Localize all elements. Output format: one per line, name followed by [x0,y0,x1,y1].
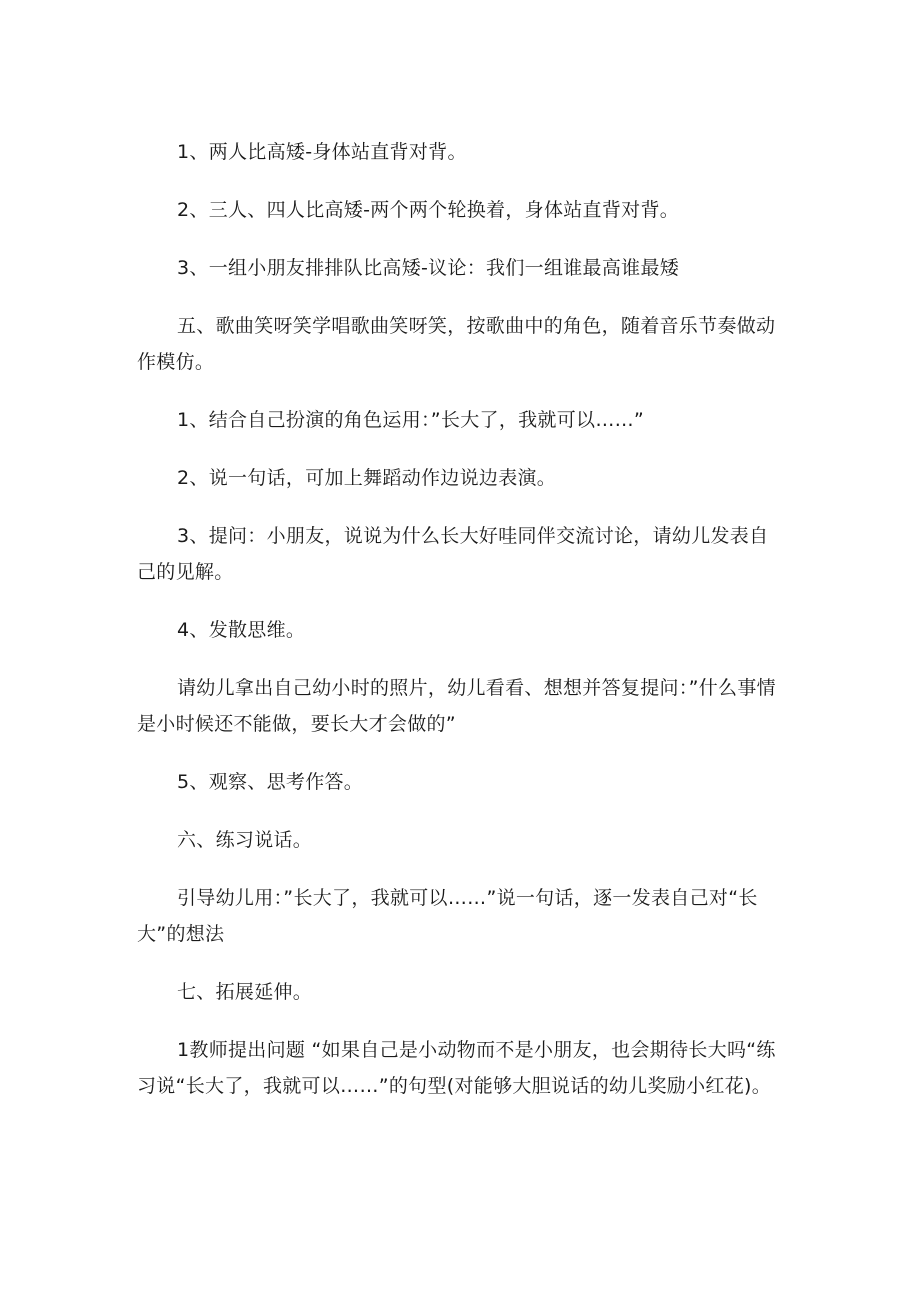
paragraph-item-3: 3、一组小朋友排排队比高矮-议论：我们一组谁最高谁最矮 [177,257,680,279]
paragraph-item-5-2: 2、说一句话，可加上舞蹈动作边说边表演。 [177,467,557,489]
paragraph-item-5-5: 5、观察、思考作答。 [177,771,364,793]
paragraph-speaking-practice: 引导幼儿用：”长大了，我就可以……”说一句话，逐一发表自己对“长大”的想法 [137,887,758,945]
section-six-heading: 六、练习说话。 [177,829,313,851]
paragraph-item-5-4: 4、发散思维。 [177,619,306,641]
section-seven-heading: 七、拓展延伸。 [177,981,313,1003]
paragraph-photo-question: 请幼儿拿出自己幼小时的照片，幼儿看看、想想并答复提问：”什么事情是小时候还不能做，要长大才会做的” [137,677,776,735]
paragraph-extension-item-1: 1教师提出问题 “如果自己是小动物而不是小朋友，也会期待长大吗“练习说“长大了，我就可以……”的句型(对能够大胆说话的幼儿奖励小红花)。 [137,1039,776,1097]
paragraph-item-5-1: 1、结合自己扮演的角色运用：”长大了，我就可以……” [177,409,645,431]
paragraph-item-5-3: 3、提问：小朋友，说说为什么长大好哇同伴交流讨论，请幼儿发表自己的见解。 [137,525,769,583]
paragraph-item-2: 2、三人、四人比高矮-两个两个轮换着，身体站直背对背。 [177,199,680,221]
document-body [137,134,787,1126]
section-five-heading: 五、歌曲笑呀笑学唱歌曲笑呀笑，按歌曲中的角色，随着音乐节奏做动作模仿。 [137,315,776,373]
paragraph-item-1: 1、两人比高矮-身体站直背对背。 [177,141,467,163]
